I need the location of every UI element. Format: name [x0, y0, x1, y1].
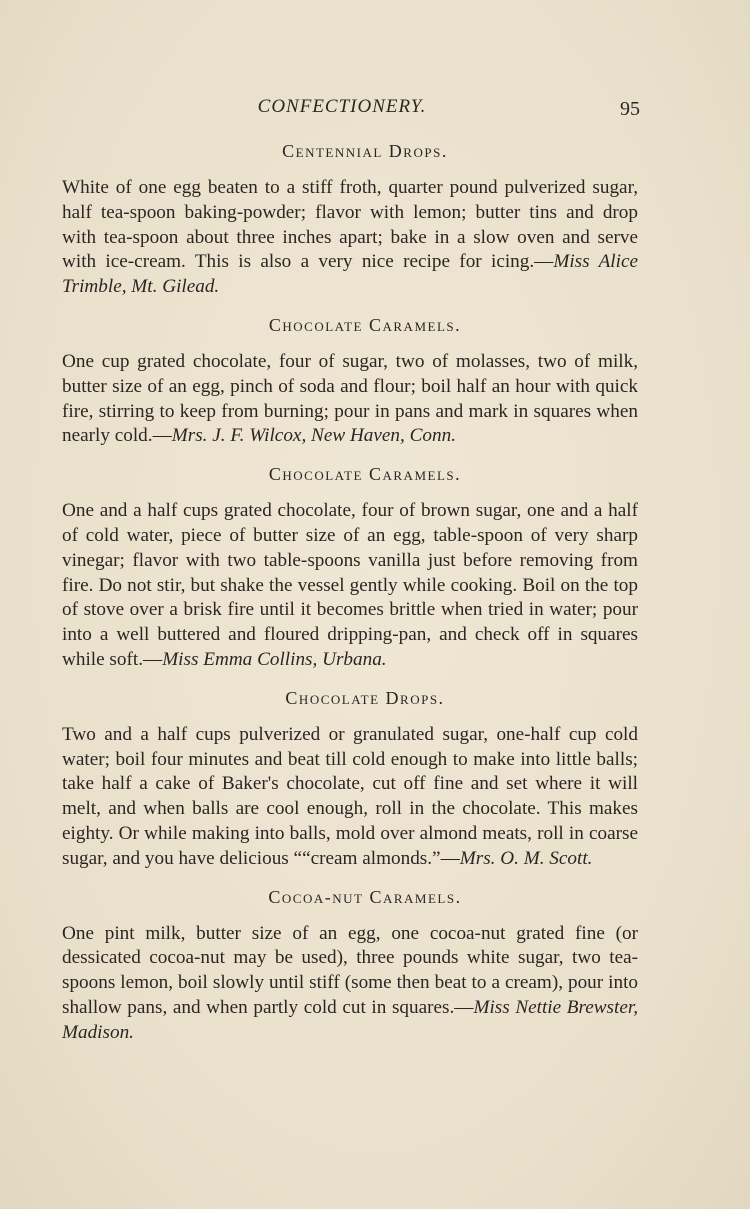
recipe-text: One cup grated chocolate, four of sugar, two of molasses, two of milk, butter size of an egg, pinch of soda and flour; boil half an hour with quick fire, stirring to keep from burning; pour in pans and mark in squares when nearly cold.—: [62, 350, 638, 447]
recipe-title: Chocolate Caramels.: [268, 314, 462, 335]
recipe-body: [38, 723, 638, 872]
recipe-chocolate-caramels-1: [62, 314, 638, 449]
recipe-text: Two and a half cups pulverized or granulated sugar, one-half cup cold water; boil four minutes and beat till cold enough to make into little balls; take half a cake of Baker's chocolate, cut off fine and set where it will melt, and when balls are cool enough, roll in the chocolate. This makes eighty. Or while making into balls, mold over almond meats, roll in coarse sugar, and you have delicious ““cream almonds.”—: [62, 723, 638, 869]
recipe-body: [38, 176, 638, 300]
recipe-attribution: Miss Emma Collins, Urbana.: [162, 648, 387, 670]
recipe-title: Centennial Drops.: [282, 141, 448, 161]
running-title: CONFECTIONERY.: [257, 96, 427, 117]
recipe-text: One and a half cups grated chocolate, four of brown sugar, one and a half of cold water, piece of butter size of an egg, table-spoon of very sharp vinegar; flavor with two table-spoons vanilla just before removing from fire. Do not stir, but shake the vessel gently while cooking. Boil on the top of stove over a brisk fire until it becomes brittle when tried in water; pour into a well buttered and floured dripping-pan, and check off in squares while soft.—: [62, 500, 638, 670]
recipe-body: [38, 350, 638, 449]
recipe-list: [62, 140, 638, 1060]
recipe-attribution: Miss Alice Trimble, Mt. Gilead.: [62, 251, 638, 298]
recipe-title: Cocoa-nut Caramels.: [268, 886, 462, 907]
recipe-body: [38, 922, 638, 1046]
recipe-attribution: Mrs. J. F. Wilcox, New Haven, Conn.: [171, 425, 456, 447]
recipe-cocoa-nut-caramels: [62, 886, 638, 1046]
recipe-body: [38, 499, 638, 673]
recipe-text: White of one egg beaten to a stiff froth, quarter pound pulverized sugar, half tea-spoon baking-powder; flavor with lemon; butter tins and drop with tea-spoon about three inches apart; bake in a slow oven and serve with ice-cream. This is also a very nice recipe for icing.—: [62, 177, 638, 273]
recipe-title: Chocolate Caramels.: [268, 464, 462, 485]
recipe-chocolate-drops: [62, 687, 638, 872]
recipe-centennial-drops: [62, 140, 638, 300]
page-header: [0, 96, 750, 126]
recipe-chocolate-caramels-2: [62, 463, 638, 673]
recipe-title: Chocolate Drops.: [285, 687, 445, 708]
recipe-text: One pint milk, butter size of an egg, one cocoa-nut grated fine (or dessicated cocoa-nut may be used), three pounds white sugar, two tea-spoons lemon, boil slowly until stiff (some then beat to a cream), pour into shallow pans, and when partly cold cut in squares.—: [62, 922, 638, 1018]
page-number: 95: [620, 98, 640, 120]
recipe-attribution: Miss Nettie Brewster, Madison.: [62, 996, 638, 1043]
recipe-attribution: Mrs. O. M. Scott.: [459, 847, 593, 869]
